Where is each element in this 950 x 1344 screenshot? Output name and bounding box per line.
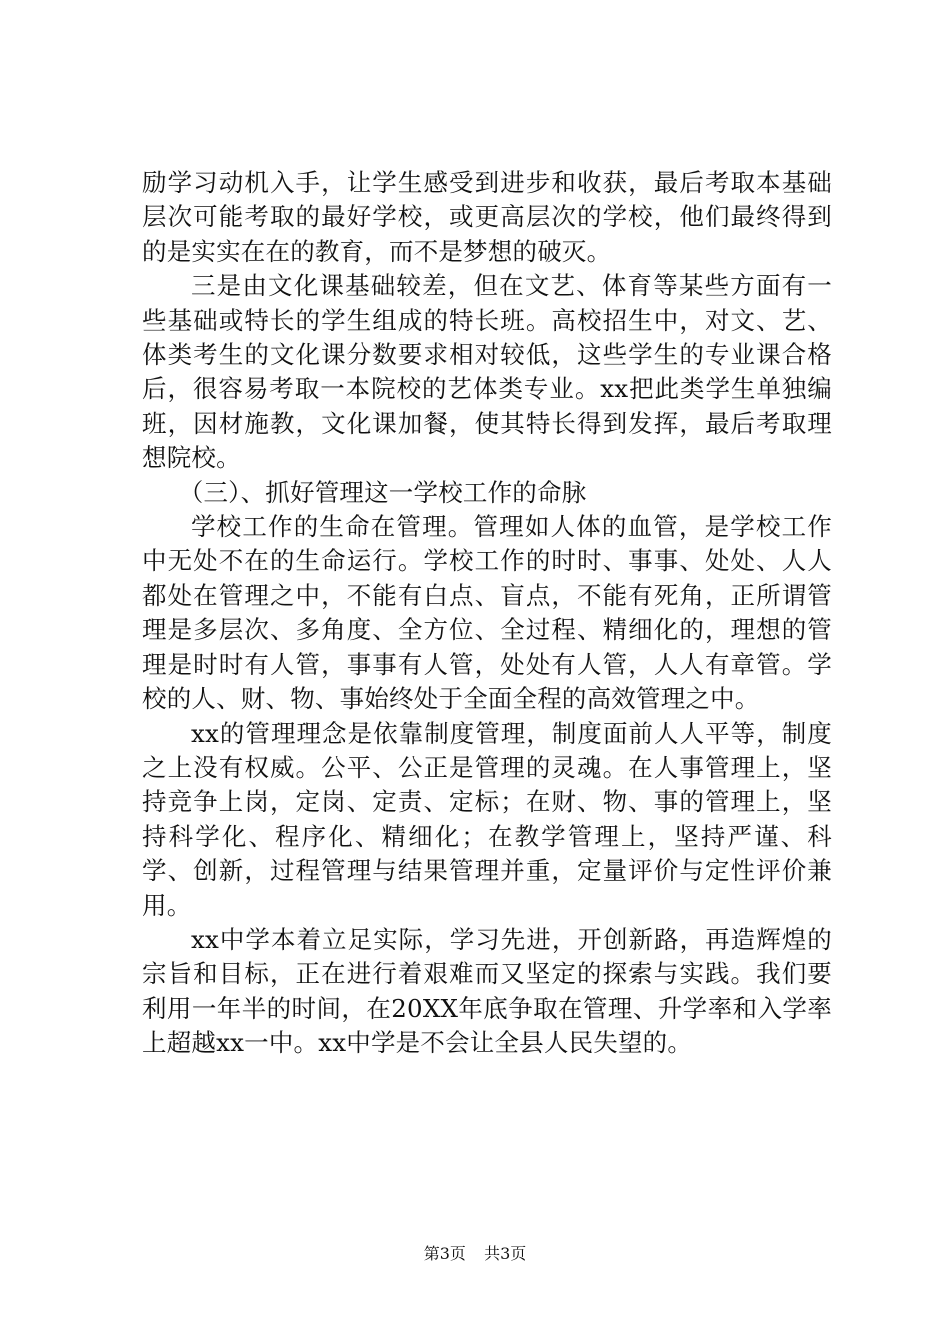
paragraph-continuation: 励学习动机入手，让学生感受到进步和收获，最后考取本基础层次可能考取的最好学校，或更高层次的学校，他们最终得到的是实实在在的教育，而不是梦想的破灭。 [142, 168, 832, 266]
page-number-total: 共3页 [484, 1244, 527, 1263]
paragraph-special-class: 三是由文化课基础较差，但在文艺、体育等某些方面有一些基础或特长的学生组成的特长班。高校招生中，对文、艺、体类考生的文化课分数要求相对较低，这些学生的专业课合格后，很容易考取一本院校的艺体类专业。xx把此类学生单独编班，因材施教，文化课加餐，使其特长得到发挥，最后考取理想院校。 [142, 271, 832, 473]
paragraph-goals: xx中学本着立足实际，学习先进，开创新路，再造辉煌的宗旨和目标，正在进行着艰难而又坚定的探索与实践。我们要利用一年半的时间，在20XX年底争取在管理、升学率和入学率上超越xx一中。xx中学是不会让全县人民失望的。 [142, 924, 832, 1058]
paragraph-management-philosophy: xx的管理理念是依靠制度管理，制度面前人人平等，制度之上没有权威。公平、公正是管理的灵魂。在人事管理上，坚持竞争上岗，定岗、定责、定标；在财、物、事的管理上，坚持科学化、程序化、精细化；在教学管理上，坚持严谨、科学、创新，过程管理与结果管理并重，定量评价与定性评价兼用。 [142, 718, 832, 920]
document-body [142, 166, 832, 1061]
page-number-current: 第3页 [423, 1244, 466, 1263]
page-footer [0, 1243, 950, 1265]
section-heading: （三）、抓好管理这一学校工作的命脉 [178, 477, 587, 507]
paragraph-management-life: 学校工作的生命在管理。管理如人体的血管，是学校工作中无处不在的生命运行。学校工作的时时、事事、处处、人人都处在管理之中，不能有白点、盲点，不能有死角，正所谓管理是多层次、多角度、全方位、全过程、精细化的，理想的管理是时时有人管，事事有人管，处处有人管，人人有章管。学校的人、财、物、事始终处于全面全程的高效管理之中。 [142, 512, 832, 714]
